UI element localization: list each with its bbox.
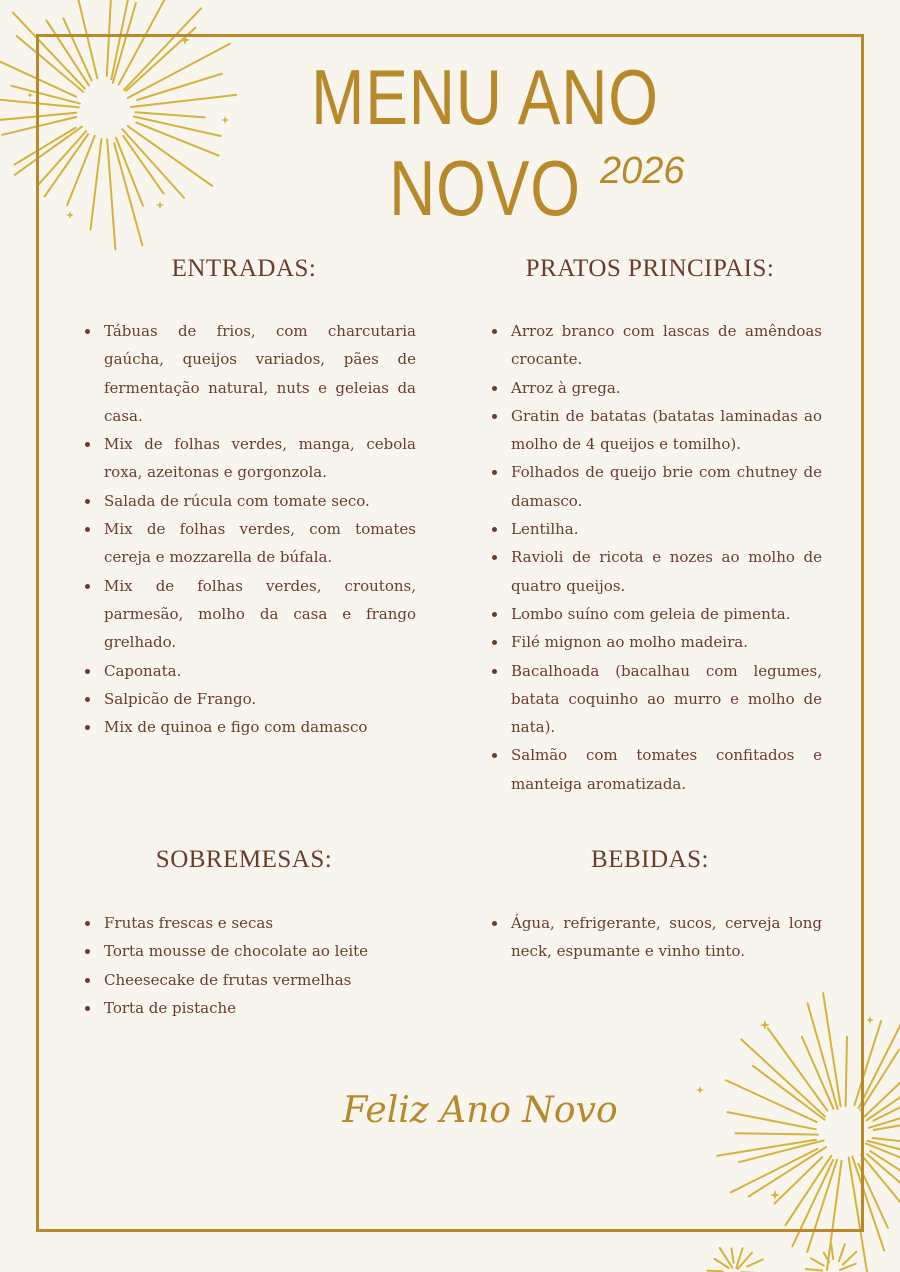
menu-item: Folhados de queijo brie com chutney de damasco. (489, 458, 822, 515)
entradas-list (82, 317, 416, 741)
sobremesas-list (82, 909, 416, 1022)
menu-item: Mix de folhas verdes, com tomates cereja e mozzarella de búfala. (82, 515, 416, 572)
menu-item: Frutas frescas e secas (82, 909, 416, 937)
section-title-bebidas: BEBIDAS: (591, 846, 709, 873)
menu-item: Salmão com tomates confitados e manteiga aromatizada. (489, 741, 822, 798)
menu-item: Bacalhoada (bacalhau com legumes, batata coquinho ao murro e molho de nata). (489, 657, 822, 742)
menu-item: Arroz branco com lascas de amêndoas crocante. (489, 317, 822, 374)
menu-item: Filé mignon ao molho madeira. (489, 628, 822, 656)
menu-item: Tábuas de frios, com charcutaria gaúcha, queijos variados, pães de fermentação natural, nuts e geleias da casa. (82, 317, 416, 430)
feliz-ano-novo-signoff: Feliz Ano Novo (342, 1090, 618, 1131)
menu-item: Salpicão de Frango. (82, 685, 416, 713)
section-title-entradas: ENTRADAS: (171, 255, 317, 282)
section-title-sobremesas: SOBREMESAS: (155, 846, 333, 873)
menu-item: Gratin de batatas (batatas laminadas ao molho de 4 queijos e tomilho). (489, 402, 822, 459)
menu-year: 2026 (600, 150, 685, 192)
menu-item: Lombo suíno com geleia de pimenta. (489, 600, 822, 628)
menu-item: Salada de rúcula com tomate seco. (82, 487, 416, 515)
menu-item: Torta de pistache (82, 994, 416, 1022)
menu-item: Mix de folhas verdes, manga, cebola roxa, azeitonas e gorgonzola. (82, 430, 416, 487)
menu-item: Torta mousse de chocolate ao leite (82, 937, 416, 965)
fireworks-bottom-small-left-icon (700, 1236, 770, 1272)
pratos-principais-list (489, 317, 822, 798)
bebidas-list (489, 909, 822, 966)
menu-item: Caponata. (82, 657, 416, 685)
menu-item: Ravioli de ricota e nozes ao molho de quatro queijos. (489, 543, 822, 600)
menu-item: Arroz à grega. (489, 374, 822, 402)
menu-item: Mix de folhas verdes, croutons, parmesão, molho da casa e frango grelhado. (82, 572, 416, 657)
fireworks-bottom-small-right-icon (800, 1236, 870, 1272)
menu-item: Água, refrigerante, sucos, cerveja long neck, espumante e vinho tinto. (489, 909, 822, 966)
menu-item: Cheesecake de frutas vermelhas (82, 966, 416, 994)
menu-item: Lentilha. (489, 515, 822, 543)
menu-title: MENU ANO NOVO (311, 53, 659, 232)
menu-item: Mix de quinoa e figo com damasco (82, 713, 416, 741)
section-title-pratos-principais: PRATOS PRINCIPAIS: (525, 255, 775, 282)
